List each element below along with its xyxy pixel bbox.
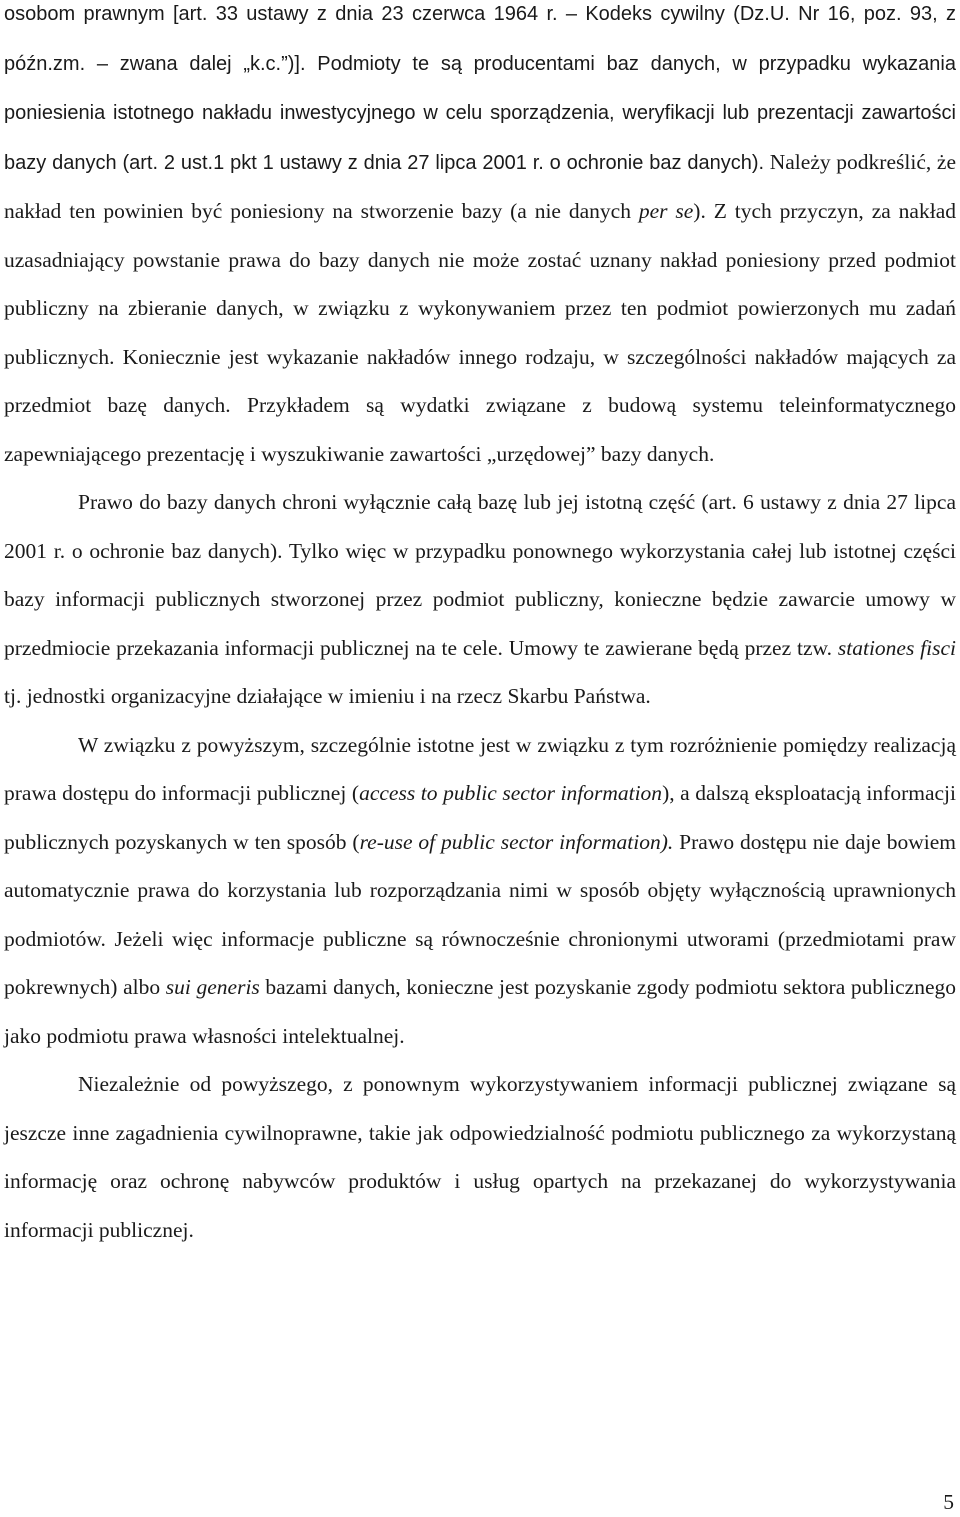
page-number: 5 (943, 1490, 954, 1514)
paragraph-3-segment-6: sui generis (165, 975, 260, 999)
paragraph-1-segment-4: ). Z tych przyczyn, za nakład uzasadniający powstanie prawa do bazy danych nie może zostać uznany nakład poniesiony przed podmiot publiczny na zbieranie danych, w związku z wykonywaniem przez ten podmiot powierzonych mu zadań publicznych. Koniecznie jest wykazanie nakładów innego rodzaju, w szczególności nakładów mających za przedmiot bazę danych. Przykładem są wydatki związane z budową systemu teleinformatycznego zapewniającego prezentację i wyszukiwanie zawartości „urzędowej” bazy danych. (4, 199, 956, 466)
paragraph-3-segment-1: W związku z powyższym, szczególnie istotne jest w związku z tym rozróżnienie pomiędzy realizacją prawa dostępu do informacji publicznej ( (4, 732, 956, 805)
paragraph-4 (4, 1060, 956, 1254)
paragraph-2-segment-3: tj. jednostki organizacyjne działające w imieniu i na rzecz Skarbu Państwa. (4, 684, 651, 708)
paragraph-3-segment-5: Prawo dostępu nie daje bowiem automatycznie prawa do korzystania lub rozporządzania nimi w sposób objęty wyłącznością uprawnionych podmiotów. Jeżeli więc informacje publiczne są równocześnie chronionymi utworami (przedmiotami praw pokrewnych) albo (4, 829, 956, 999)
document-page (4, 0, 956, 1254)
paragraph-3-segment-4: re-use of public sector information). (359, 829, 674, 854)
paragraph-2 (4, 478, 956, 721)
paragraph-2-segment-1: Prawo do bazy danych chroni wyłącznie całą bazę lub jej istotną część (art. 6 ustawy z dnia 27 lipca 2001 r. o ochronie baz danych). Tylko więc w przypadku ponownego wykorzystania całej lub istotnej części bazy informacji publicznych stworzonej przez podmiot publiczny, konieczne będzie zawarcie umowy w przedmiocie przekazania informacji publicznej na te cele. Umowy te zawierane będą przez tzw. (4, 490, 956, 660)
paragraph-3-segment-2: access to public sector information (359, 781, 663, 805)
paragraph-1-segment-3: per se (638, 199, 694, 223)
paragraph-2-segment-2: stationes fisci (837, 635, 956, 660)
paragraph-3-segment-3: ), a dalszą eksploatacją informacji publicznych pozyskanych w ten sposób ( (4, 781, 956, 854)
paragraph-1-segment-1: osobom prawnym [art. 33 ustawy z dnia 23 czerwca 1964 r. – Kodeks cywilny (Dz.U. Nr 16, poz. 93, z późn.zm. – zwana dalej „k.c.”)]. Podmioty te są producentami baz danych, w przypadku wykazania poniesienia istotnego nakładu inwestycyjnego w celu sporządzenia, weryfikacji lub prezentacji zawartości bazy danych (art. 2 ust.1 pkt 1 ustawy z dnia 27 lipca 2001 r. o ochronie baz danych). (4, 3, 956, 174)
paragraph-1 (4, 0, 956, 478)
paragraph-1-segment-2: Należy podkreślić, że nakład ten powinien być poniesiony na stworzenie bazy (a nie danych (4, 149, 956, 223)
paragraph-4-segment-1: Niezależnie od powyższego, z ponownym wykorzystywaniem informacji publicznej związane są jeszcze inne zagadnienia cywilnoprawne, takie jak odpowiedzialność podmiotu publicznego za wykorzystaną informację oraz ochronę nabywców produktów i usług opartych na przekazanej do wykorzystywania informacji publicznej. (4, 1072, 956, 1242)
paragraph-3-segment-7: bazami danych, konieczne jest pozyskanie zgody podmiotu sektora publicznego jako podmiotu prawa własności intelektualnej. (4, 975, 956, 1048)
paragraph-3 (4, 721, 956, 1061)
